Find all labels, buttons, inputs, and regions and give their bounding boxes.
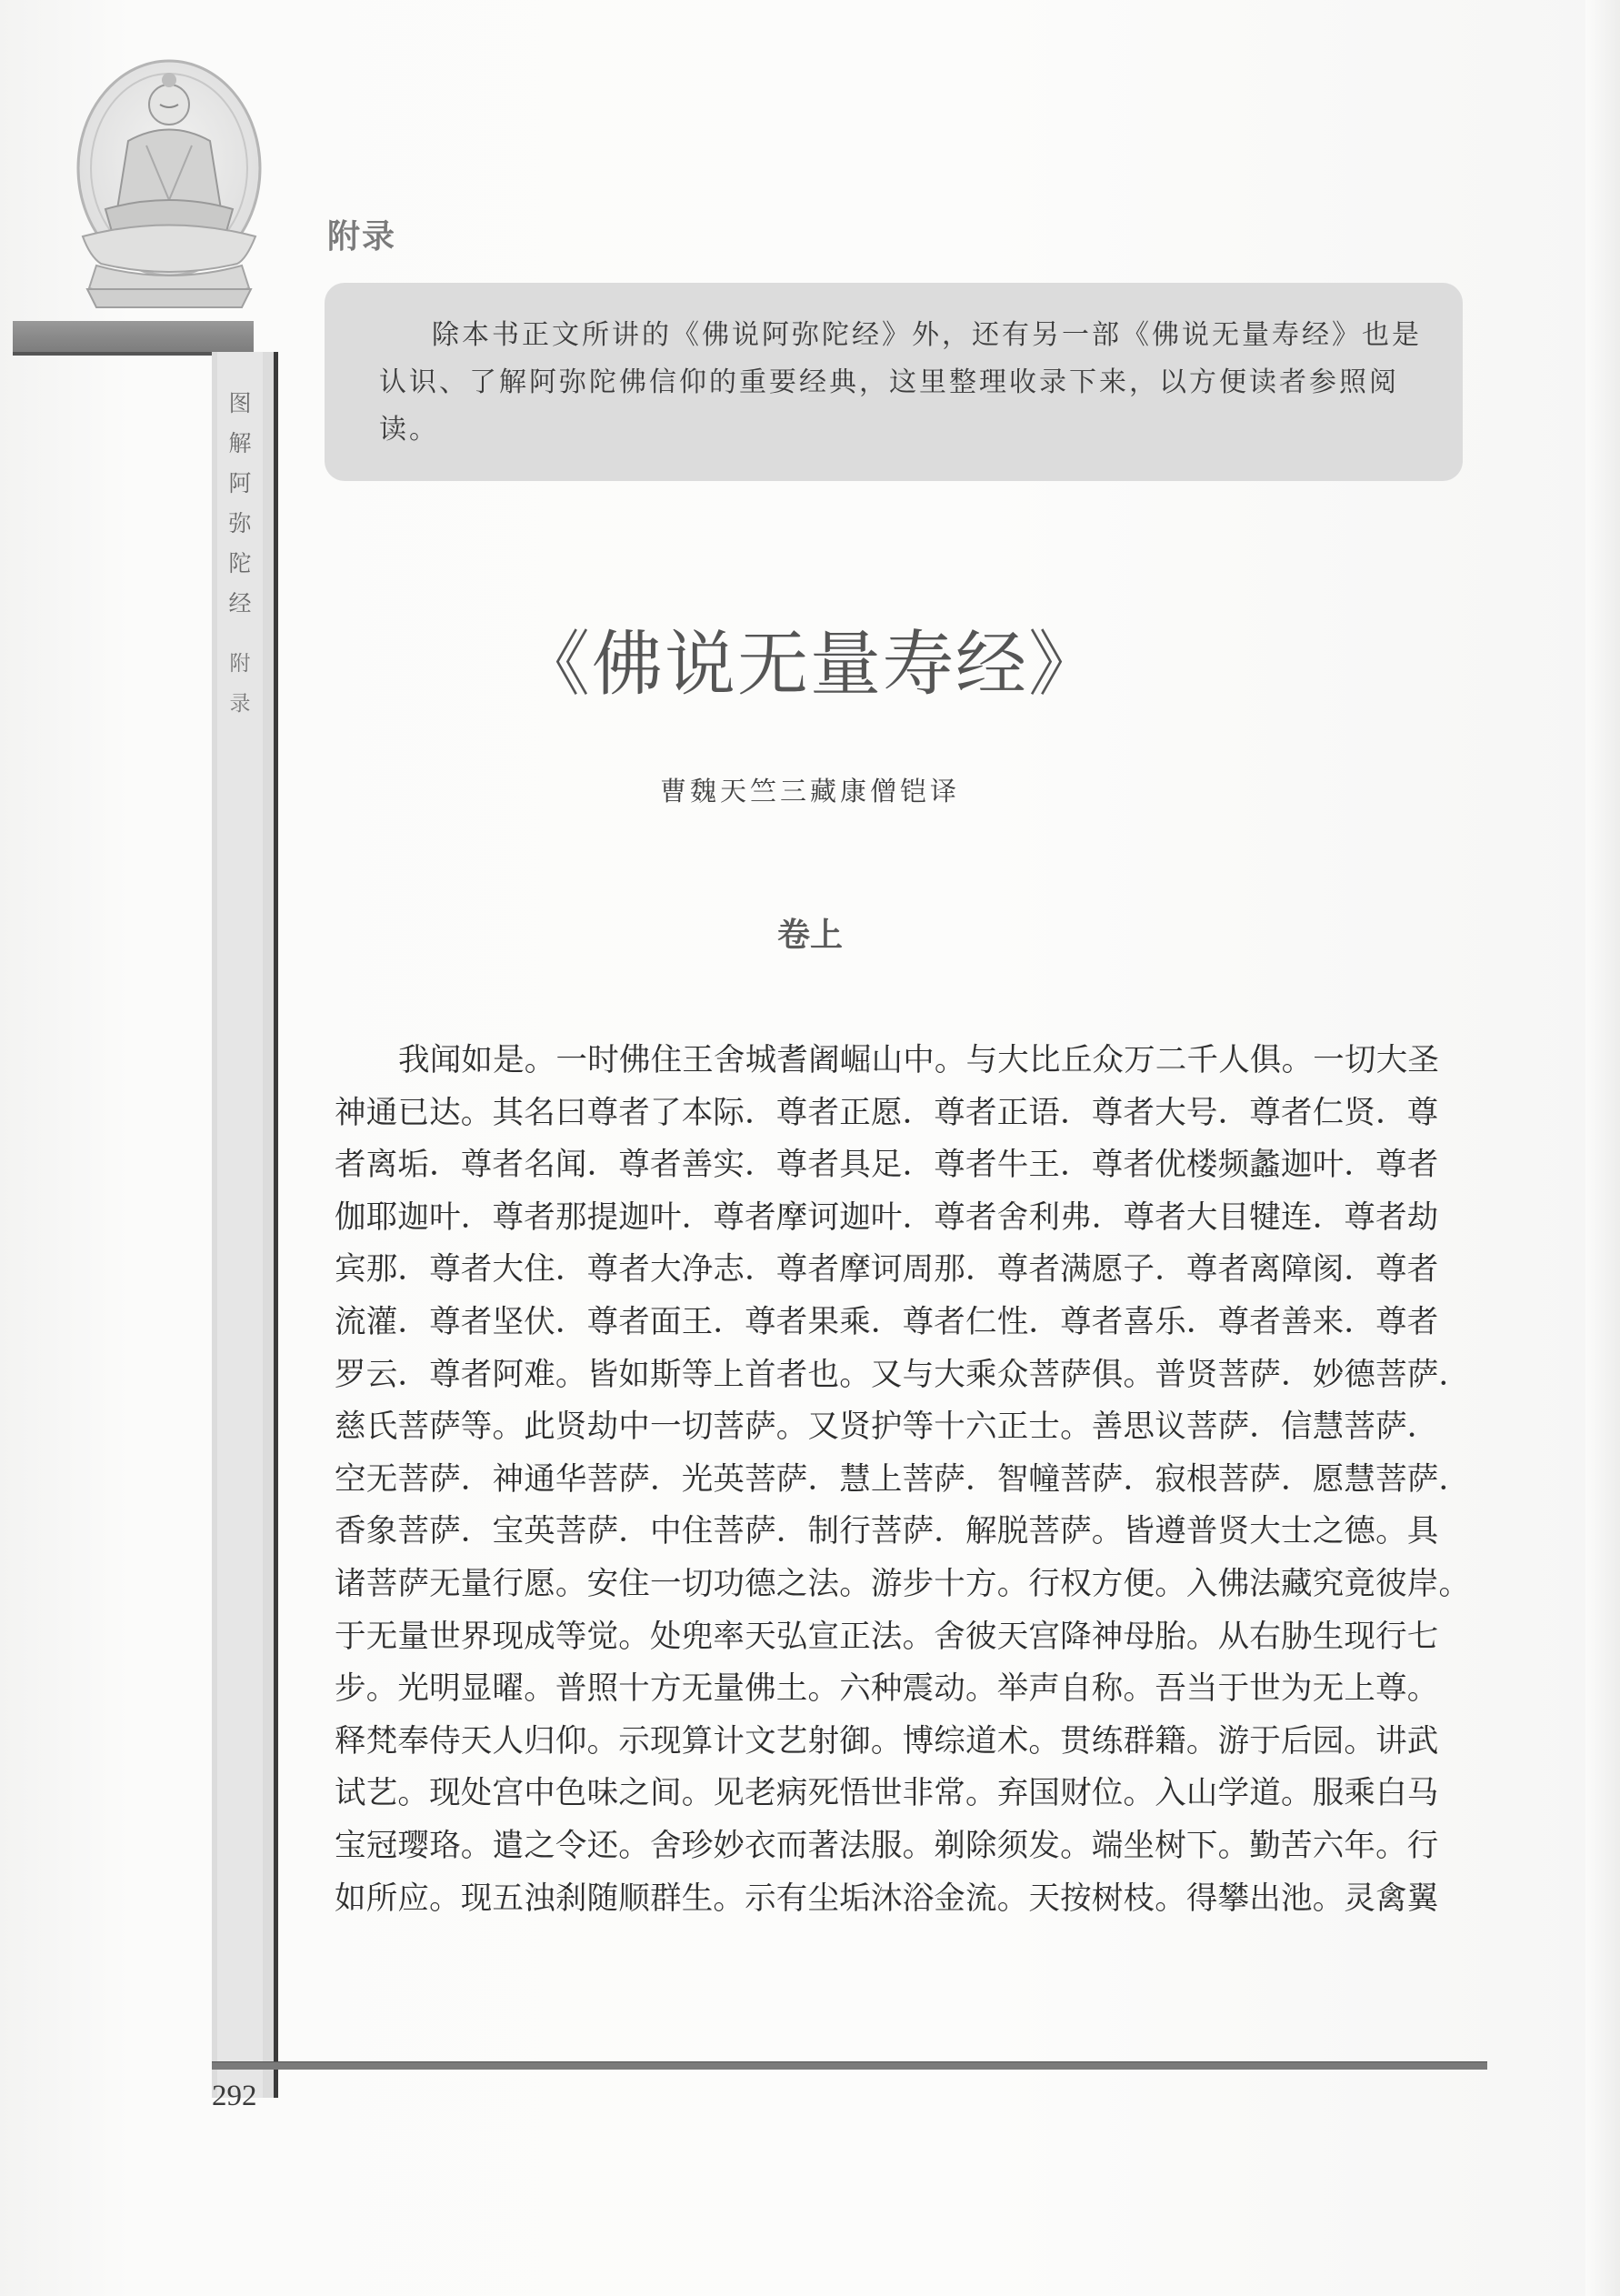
- side-char: 阿: [228, 470, 252, 496]
- text-line: 空无菩萨．神通华菩萨．光英菩萨．慧上菩萨．智幢菩萨．寂根菩萨．愿慧菩萨．: [335, 1460, 1471, 1498]
- text-line: 香象菩萨．宝英菩萨．中住菩萨．制行菩萨．解脱菩萨。皆遵普贤大士之德。具: [335, 1513, 1439, 1550]
- text-line: 释梵奉侍天人归仰。示现算计文艺射御。博综道术。贯练群籍。游于后园。讲武: [335, 1722, 1439, 1760]
- text-line: 流灌．尊者坚伏．尊者面王．尊者果乘．尊者仁性．尊者喜乐．尊者善来．尊者: [335, 1303, 1439, 1340]
- side-section-char: 附: [229, 652, 251, 676]
- side-char: 图: [228, 390, 252, 416]
- intro-text: 除本书正文所讲的《佛说阿弥陀经》外，还有另一部《佛说无量寿经》也是认识、了解阿弥陀佛信仰的重要经典，这里整理收录下来，以方便读者参照阅读。: [379, 319, 1422, 446]
- volume-heading: 卷上: [776, 917, 843, 954]
- buddha-illustration: [60, 55, 278, 318]
- page-number: 292: [212, 2080, 257, 2112]
- text-line: 宾那．尊者大住．尊者大净志．尊者摩诃周那．尊者满愿子．尊者离障阂．尊者: [335, 1251, 1439, 1288]
- decorative-top-bar: [13, 321, 254, 356]
- text-line: 于无量世界现成等觉。处兜率天弘宣正法。舍彼天宫降神母胎。从右胁生现行七: [335, 1618, 1439, 1655]
- sutra-title: 《佛说无量寿经》: [518, 624, 1101, 706]
- text-line: 如所应。现五浊刹随顺群生。示有尘垢沐浴金流。天按树枝。得攀出池。灵禽翼: [335, 1880, 1439, 1917]
- text-line: 步。光明显曜。普照十方无量佛土。六种震动。举声自称。吾当于世为无上尊。: [335, 1670, 1439, 1708]
- text-line: 罗云．尊者阿难。皆如斯等上首者也。又与大乘众菩萨俱。普贤菩萨．妙德菩萨．: [335, 1356, 1471, 1393]
- side-char: 解: [228, 430, 252, 456]
- sutra-body: [335, 1035, 1480, 1925]
- text-line: 试艺。现处宫中色味之间。见老病死悟世非常。弃国财位。入山学道。服乘白马: [335, 1775, 1439, 1812]
- text-line: 诸菩萨无量行愿。安住一切功德之法。游步十方。行权方便。入佛法藏究竟彼岸。: [335, 1565, 1471, 1602]
- page-edge-shadow: [1585, 0, 1620, 2296]
- text-line: 伽耶迦叶．尊者那提迦叶．尊者摩诃迦叶．尊者舍利弗．尊者大目犍连．尊者劫: [335, 1198, 1439, 1236]
- intro-box: [325, 283, 1463, 481]
- text-line: 神通已达。其名曰尊者了本际．尊者正愿．尊者正语．尊者大号．尊者仁贤．尊: [335, 1094, 1439, 1131]
- text-line: 我闻如是。一时佛住王舍城耆阇崛山中。与大比丘众万二千人俱。一切大圣: [398, 1042, 1440, 1078]
- translator-line: 曹魏天竺三藏康僧铠译: [659, 776, 960, 807]
- text-line: 慈氏菩萨等。此贤劫中一切菩萨。又贤护等十六正士。善思议菩萨．信慧菩萨．: [335, 1409, 1439, 1446]
- side-char: 陀: [228, 550, 252, 577]
- section-title: 附录: [327, 218, 397, 256]
- side-char: 弥: [228, 510, 252, 536]
- side-char: 经: [228, 590, 252, 617]
- text-line: 宝冠璎珞。遣之令还。舍珍妙衣而著法服。剃除须发。端坐树下。勤苦六年。行: [335, 1827, 1439, 1864]
- side-section-char: 录: [229, 692, 251, 716]
- bottom-rule: [212, 2061, 1487, 2070]
- text-line: 者离垢．尊者名闻．尊者善实．尊者具足．尊者牛王．尊者优楼频蠡迦叶．尊者: [335, 1147, 1439, 1184]
